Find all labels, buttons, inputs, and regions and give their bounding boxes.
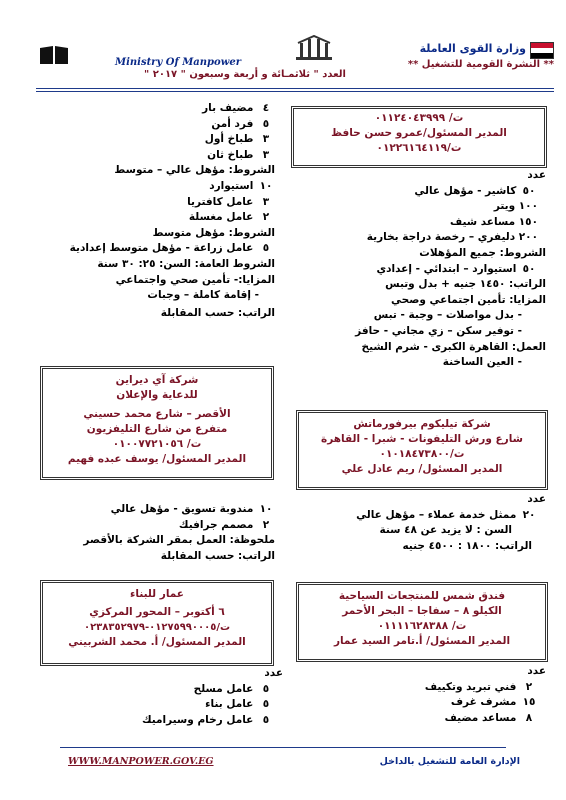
box-phone: ت/ ٠١١١١٦٢٨٣٨٨ <box>377 620 467 632</box>
count-label: عدد <box>264 667 283 679</box>
list-item: ٢ مصمم جرافيك <box>178 518 270 531</box>
box-manager: المدير المسئول/ أ. محمد الشربيني <box>68 636 246 648</box>
issue-number: العدد " ثلاثمـائة و أربعة وسبعون " ٢٠١٧ " <box>144 69 346 80</box>
age-requirement: السن : لا يزيد عن ٤٨ سنة <box>379 524 512 537</box>
egypt-flag-icon <box>530 42 554 59</box>
footer-department: الإدارة العامة للتشغيل بالداخل <box>379 756 520 767</box>
company-name: شركة آي ديراين <box>115 374 199 386</box>
list-item: ١٥٠ مساعد شيف <box>449 215 538 228</box>
list-item: ٥ عامل زراعة - مؤهل متوسط إعدادية <box>69 242 270 255</box>
company-address: متفرع من شارع التليفزيون <box>86 423 228 435</box>
list-item: ٨ مساعد مضيف <box>444 711 533 724</box>
jobs-list-hafez <box>298 168 546 371</box>
jobs-list-shams <box>298 664 546 726</box>
list-item: ١٠ مندوبة تسويق - مؤهل عالي <box>110 503 273 515</box>
count-label: عدد <box>527 665 546 677</box>
list-item: ٥٠ استيوارد – ابتدائي - إعدادي <box>376 262 536 275</box>
work-location: العمل: القاهرة الكبرى - شرم الشيخ <box>361 340 546 353</box>
list-item: ٢٠ ممثل خدمة عملاء – مؤهل عالي <box>356 508 536 521</box>
count-label: عدد <box>527 169 546 181</box>
header-rule-2 <box>36 91 554 92</box>
company-name: للدعاية والإعلان <box>116 389 198 401</box>
box-phone: ت/٠١٢٧٥٩٩٠٠٠٥-٠٢٣٨٣٥٢٩٧٩ <box>83 622 231 633</box>
box-phone: ت/ ٠١١٢٤٠٤٣٩٩٩ <box>374 112 464 124</box>
book-logo-icon <box>38 44 70 66</box>
jobs-list-telecom <box>298 492 546 554</box>
box-phone: ت/٠١٢٢٦١٦٤١١٩ <box>376 142 462 154</box>
list-item: ٥ عامل مسلح <box>193 682 270 695</box>
company-name: عمار للبناء <box>130 588 184 600</box>
footer-rule <box>60 747 506 748</box>
box-manager: المدير المسئول/ أ.تامر السيد عمار <box>333 635 511 647</box>
box-manager: المدير المسئول/ ريم عادل علي <box>341 463 503 475</box>
salary: الراتب: حسب المقابلة <box>160 306 275 319</box>
company-box-ammar <box>40 580 274 666</box>
company-address: الكيلو ٨ – سفاجا – البحر الأحمر <box>342 605 502 617</box>
bulletin-name-ar: ** النشرة القومية للتشغيل ** <box>407 59 554 70</box>
salary: الراتب: ١٤٥٠ جنيه + بدل وتبس <box>385 278 546 291</box>
general-conditions: الشروط العامة: السن: ٢٥: ٣٠ سنة <box>97 257 275 270</box>
list-item: ٢ عامل مغسلة <box>188 211 270 224</box>
list-item: ٣ عامل كافتريا <box>187 195 270 208</box>
box-phone: ت/ ٠١٠٠٧٧٢١٠٥٦ <box>112 438 202 450</box>
jobs-list-i-dream <box>40 502 275 564</box>
benefits: المزايا: تأمين اجتماعي وصحي <box>391 293 546 306</box>
header-rule <box>36 88 554 89</box>
ministry-name-ar: وزارة القوى العاملة <box>419 42 526 55</box>
company-name: شركة تيليكوم بيرفورماتش <box>353 418 491 430</box>
box-manager: المدير المسئول/ يوسف عبده فهيم <box>67 453 247 465</box>
company-box-shams <box>296 582 548 662</box>
list-item: ٥ عامل بناء <box>205 698 270 711</box>
box-manager: المدير المسئول/عمرو حسن حافظ <box>331 127 507 139</box>
company-box-i-dream <box>40 366 274 480</box>
list-item: ٥ عامل رخام وسيراميك <box>141 713 270 726</box>
list-item: ٥٠ كاشير - مؤهل عالي <box>414 184 536 197</box>
benefit-line: - العين الساخنة <box>442 356 522 369</box>
company-address: الأقصر – شارع محمد حسيني <box>83 408 231 420</box>
benefits: المزايا:- تأمين صحي واجتماعي <box>115 273 275 286</box>
list-item: ١٠٠ ويتر <box>493 200 538 213</box>
list-item: ٤ مضيف بار <box>202 102 270 114</box>
company-address: ٦ أكتوبر – المحور المركزي <box>89 606 225 618</box>
list-item: ٢٠٠ دليفري – رخصة دراجة بخارية <box>366 231 538 244</box>
company-box-hafez <box>291 106 547 168</box>
header-center <box>100 55 390 80</box>
count-label: عدد <box>527 493 546 505</box>
ministry-name-en: Ministry Of Manpower <box>115 57 241 68</box>
note: ملحوظة: العمل بمقر الشركة بالأقصر <box>83 534 275 547</box>
company-name: فندق شمس للمنتجعات السياحية <box>338 590 506 602</box>
company-box-telecom <box>296 410 548 490</box>
jobs-list-hotel <box>40 101 275 321</box>
list-item: ١٥ مشرف غرف <box>450 696 536 709</box>
list-item: ٥ فرد أمن <box>211 117 270 130</box>
jobs-list-ammar <box>40 666 283 728</box>
footer-url[interactable]: WWW.MANPOWER.GOV.EG <box>68 756 214 767</box>
benefit-line: - توفير سكن – زي مجاني - حافز <box>355 324 522 337</box>
list-item: ٣ طباخ ثان <box>207 148 270 161</box>
box-phone: ت/٠١٠١٨٤٧٣٨٠٠ <box>379 448 465 460</box>
benefit-line: - إقامة كاملة – وجبات <box>147 289 259 302</box>
salary: الراتب: ١٨٠٠ : ٤٥٠٠ جنيه <box>402 539 532 552</box>
company-address: شارع ورش التليفونات - شبرا - القاهرة <box>321 433 523 445</box>
benefit-line: - بدل مواصلات – وجبة - تبس <box>373 309 522 322</box>
conditions: الشروط: مؤهل عالي – متوسط <box>114 164 275 177</box>
list-item: ١٠ استيوارد <box>209 179 273 192</box>
conditions: الشروط: جميع المؤهلات <box>419 246 546 259</box>
list-item: ٢ فني تبريد وتكييف <box>424 680 533 693</box>
list-item: ٣ طباخ أول <box>204 133 270 146</box>
salary: الراتب: حسب المقابلة <box>160 549 275 562</box>
conditions: الشروط: مؤهل متوسط <box>152 226 275 239</box>
